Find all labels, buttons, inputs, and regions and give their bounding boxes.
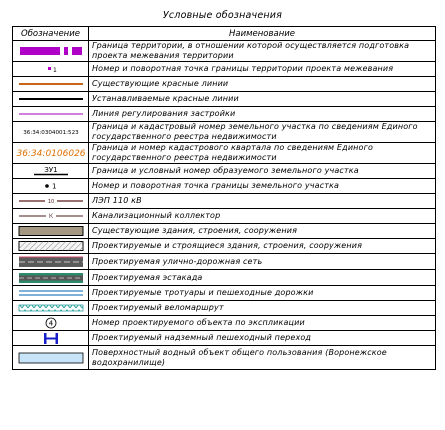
object-number-label: 4 (48, 319, 53, 328)
legend-row (13, 41, 436, 62)
parcel-point-label: 1 (51, 182, 56, 191)
symbol-pedestrian-crossing (13, 331, 89, 346)
row-text: Номер проектируемого объекта по экспликации (89, 316, 436, 331)
row-text: Граница территории, в отношении которой осуществляется подготовка проекта межевания территории (89, 41, 436, 62)
row-text: ЛЭП 110 кВ (89, 194, 436, 209)
row-text: Проектируемая улично-дорожная сеть (89, 254, 436, 270)
symbol-sidewalk (13, 286, 89, 301)
row-text: Проектируемые и строящиеся здания, строения, сооружения (89, 239, 436, 254)
row-text: Проектируемый веломаршрут (89, 301, 436, 316)
symbol-planned-building (13, 239, 89, 254)
symbol-planned-red-line (13, 92, 89, 107)
symbol-parcel-point (13, 179, 89, 194)
legend-row (13, 122, 436, 143)
legend-row (13, 346, 436, 370)
formed-parcel-label: ЗУ1 (43, 166, 58, 174)
row-text: Проектируемый надземный пешеходный переход (89, 331, 436, 346)
symbol-water-body (13, 346, 89, 370)
symbol-building-regulation-line (13, 107, 89, 122)
power-line-label: 10 (47, 199, 54, 205)
legend-row (13, 77, 436, 92)
legend-row (13, 194, 436, 209)
legend-row (13, 179, 436, 194)
legend-row (13, 62, 436, 77)
legend-row (13, 286, 436, 301)
symbol-cadastral-block (13, 143, 89, 164)
legend-row (13, 224, 436, 239)
legend-row (13, 209, 436, 224)
symbol-cadastral-parcel (13, 122, 89, 143)
row-text: Устанавливаемые красные линии (89, 92, 436, 107)
legend-row (13, 239, 436, 254)
legend-row (13, 164, 436, 179)
legend-row (13, 92, 436, 107)
legend-row (13, 301, 436, 316)
symbol-bike-route (13, 301, 89, 316)
symbol-trestle (13, 270, 89, 286)
symbol-territory-point (13, 62, 89, 77)
row-text: Проектируемые тротуары и пешеходные дорожки (89, 286, 436, 301)
symbol-existing-building (13, 224, 89, 239)
row-text: Номер и поворотная точка границы земельного участка (89, 179, 436, 194)
row-text: Поверхностный водный объект общего пользования (Воронежское водохранилище) (89, 346, 436, 370)
legend-title: Условные обозначения (162, 10, 283, 21)
row-text: Граница и номер кадастрового квартала по сведениям Единого государственного реестра недвижимости (89, 143, 436, 164)
row-text: Линия регулирования застройки (89, 107, 436, 122)
row-text: Граница и кадастровый номер земельного участка по сведениям Единого государственного реестра недвижимости (89, 122, 436, 143)
row-text: Канализационный коллектор (89, 209, 436, 224)
legend-row (13, 270, 436, 286)
symbol-existing-red-line (13, 77, 89, 92)
symbol-formed-parcel (13, 164, 89, 179)
row-text: Существующие здания, строения, сооружения (89, 224, 436, 239)
symbol-sewer (13, 209, 89, 224)
row-text: Номер и поворотная точка границы территории проекта межевания (89, 62, 436, 77)
row-text: Существующие красные линии (89, 77, 436, 92)
point-label: 1 (52, 67, 57, 74)
legend-row (13, 143, 436, 164)
legend-row (13, 107, 436, 122)
symbol-road-network (13, 254, 89, 270)
legend-row (13, 331, 436, 346)
legend-row (13, 316, 436, 331)
row-text: Граница и условный номер образуемого земельного участка (89, 164, 436, 179)
legend-table (12, 26, 436, 370)
cadastral-parcel-label: 36:34:0304001:523 (22, 130, 79, 136)
header-symbol: Обозначение (13, 27, 89, 41)
symbol-power-line (13, 194, 89, 209)
sewer-label: К (48, 213, 53, 221)
legend-header-row (13, 27, 436, 41)
cadastral-block-label: 36:34:0106026 (15, 149, 86, 159)
header-name: Наименование (89, 27, 436, 41)
symbol-object-number (13, 316, 89, 331)
symbol-territory-boundary (13, 41, 89, 62)
row-text: Проектируемая эстакада (89, 270, 436, 286)
legend-row (13, 254, 436, 270)
